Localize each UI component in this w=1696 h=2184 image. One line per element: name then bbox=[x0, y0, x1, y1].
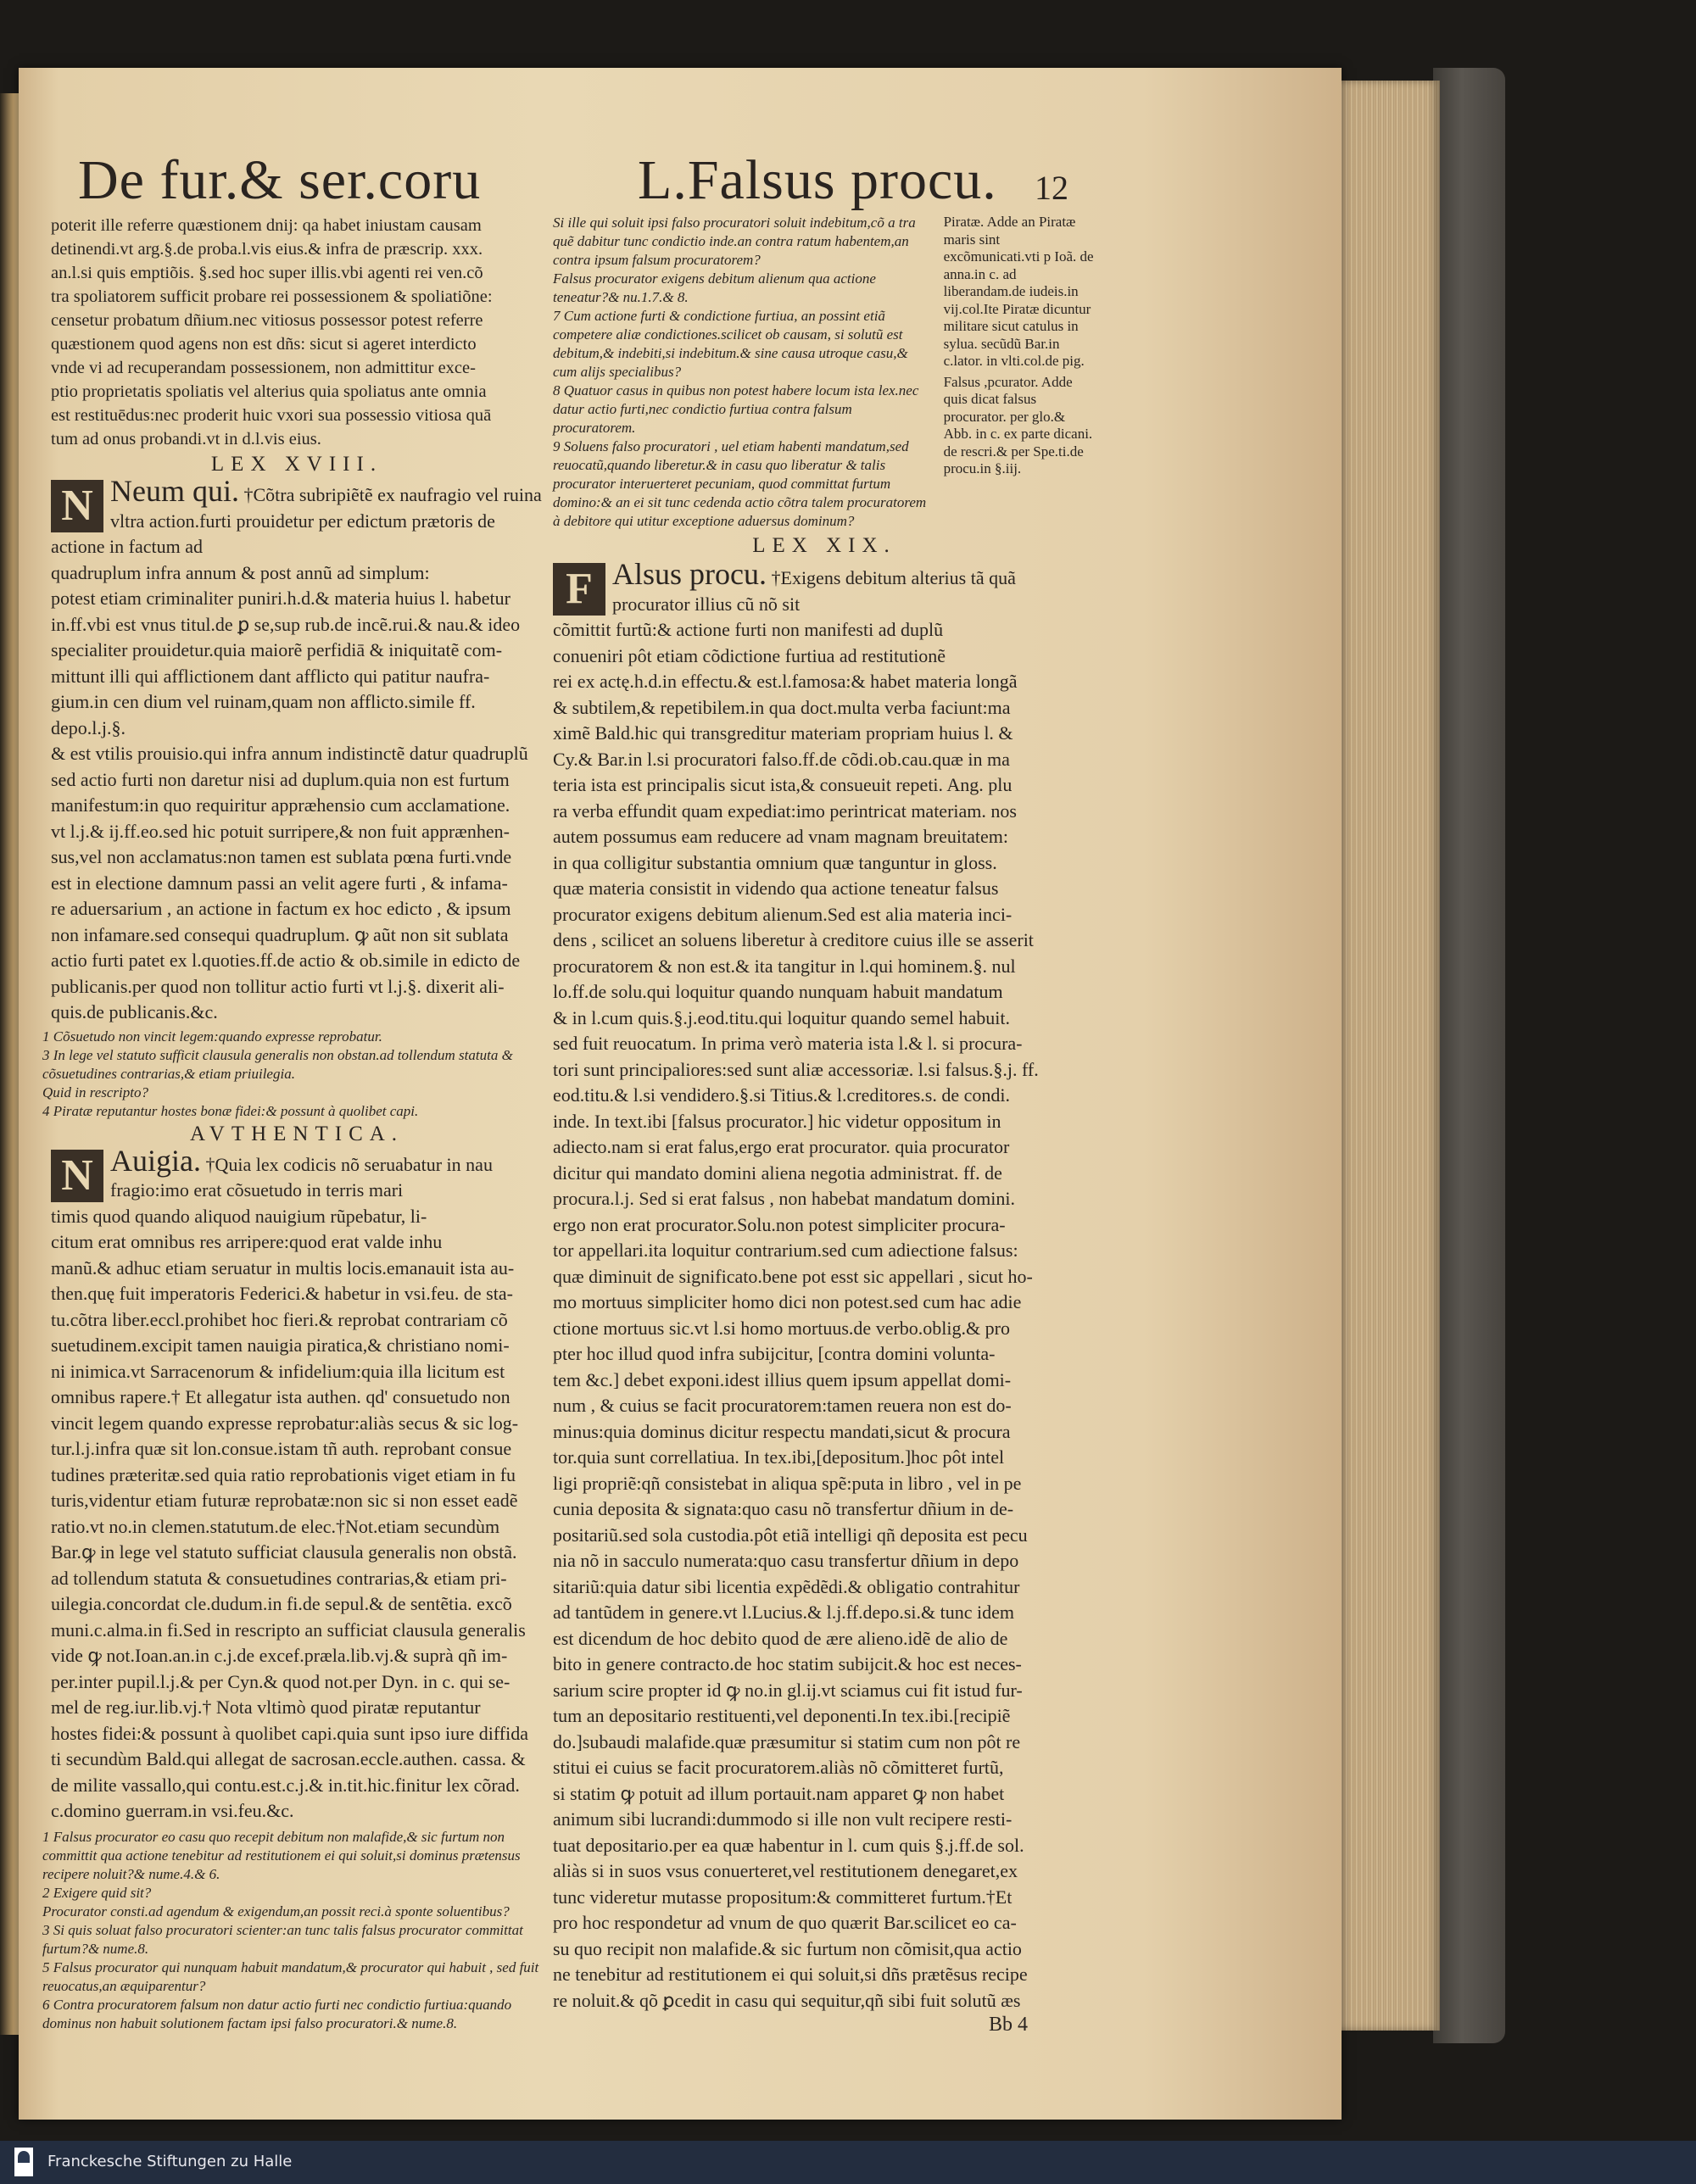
text-line: †Exigens debitum alterius tã quã procurator illius cũ nõ sit bbox=[612, 567, 1016, 615]
text-line: ne tenebitur ad restitutionem ei qui soluit,si dñs prætẽsus recipe bbox=[553, 1964, 1028, 1985]
text-line: sed fuit reuocatum. In prima verò materia ista l.& l. si procura- bbox=[553, 1033, 1023, 1054]
text-line: manũ.& adhuc etiam seruatur in multis locis.emanauit ista au- bbox=[51, 1256, 515, 1279]
intro-text bbox=[34, 214, 543, 451]
text-line: vincit legem quando expresse reprobatur:aliàs secus & sic log- bbox=[51, 1412, 519, 1434]
text-line: inde. In text.ibi [falsus procurator.] hic videtur oppositum in bbox=[553, 1110, 1001, 1132]
text-line: potest etiam criminaliter puniri.h.d.& materia huius l. habetur bbox=[51, 588, 510, 609]
text-line: tum ad onus probandi.vt in d.l.vis eius. bbox=[51, 430, 321, 448]
text-line: autem possumus eam reducere ad vnam magnam breuitatem: bbox=[553, 826, 1008, 847]
text-line: †Cõtra subripiẽtẽ ex naufragio vel ruina vltra action.furti prouidetur per edictum prætoris de actione in factum ad bbox=[51, 484, 542, 557]
text-line: detinendi.vt arg.§.de proba.l.vis eius.& infra de præscrip. xxx. bbox=[51, 240, 483, 259]
note-line: Quid in rescripto? bbox=[42, 1084, 148, 1100]
text-line: manifestum:in quo requiritur appræhensio cum acclamatione. bbox=[51, 794, 510, 816]
text-line: minus:quia dominus dicitur respectu mandati,sicut & procura bbox=[553, 1420, 1011, 1442]
text-line: quis.de publicanis.&c. bbox=[51, 1001, 218, 1022]
text-line: quadruplum infra annum & post annũ ad simplum: bbox=[51, 561, 430, 583]
text-line: re noluit.& qõ ꝑcedit in casu qui sequitur,qñ sibi fuit solutũ æs bbox=[553, 1989, 1021, 2011]
summary-line: Falsus procurator exigens debitum alienum qua actione teneatur?& nu.1.7.& 8. bbox=[553, 270, 876, 305]
text-line: muni.c.alma.in fi.Sed in rescripto an sufficiat clausula generalis bbox=[51, 1618, 526, 1641]
summary-line: 9 Soluens falso procuratori , uel etiam habenti mandatum,sed reuocatũ,quando liberetur.& in casu quo liberatur & talis procurator interuerteret pecuniam, quod committat furtum domino:& an ei sit tunc cedenda actio cõtra talem procuratorem à debitore qui utitur exceptione aduersus dominum? bbox=[553, 438, 927, 529]
gloss-note: Piratæ. Adde an Piratæ maris sint excõmunicati.vti p Ioã. de anna.in c. ad liberandam.de iudeis.in vij.col.Ite Piratæ dicuntur militare sicut catulus in sylua. secũdũ Bar.in c.lator. in vlti.col.de pig. bbox=[943, 214, 1094, 369]
text-line: nia nõ in sacculo numerata:quo casu transfertur dñium in depo bbox=[553, 1550, 1019, 1571]
text-line: de milite vassallo,qui contu.est.c.j.& in.tit.hic.finitur lex cõrad. bbox=[51, 1774, 520, 1796]
text-line: pter hoc illud quod infra subijcitur, [contra domini volunta- bbox=[553, 1343, 996, 1364]
text-line: bito in genere contracto.de hoc statim subijcit.& hoc est neces- bbox=[553, 1653, 1022, 1674]
text-line: adiecto.nam si erat falus,ergo erat procurator. quia procurator bbox=[553, 1136, 1010, 1157]
text-line: ctione mortuus sic.vt l.si homo mortuus.de verbo.oblig.& pro bbox=[553, 1317, 1010, 1339]
note-line: 4 Piratæ reputantur hostes bonæ fidei:& possunt à quolibet capi. bbox=[42, 1102, 419, 1119]
text-line: gium.in cen dium vel ruinam,quam non afflicto.simile ff. depo.l.j.§. bbox=[51, 691, 476, 738]
summary-line: Si ille qui soluit ipsi falso procuratori soluit indebitum,cõ a tra quẽ dabitur tunc condictio inde.an contra ratum habentem,an contra ipsum falsum procuratorem? bbox=[553, 214, 916, 268]
authentica-title: AVTHENTICA. bbox=[189, 1122, 404, 1145]
lex-xix-title: LEX XIX. bbox=[752, 534, 896, 557]
text-line: procura.l.j. Sed si erat falsus , non habebat mandatum domini. bbox=[553, 1188, 1015, 1209]
text-line: turis,videntur etiam futuræ reprobatæ:non sic si non esset eadẽ bbox=[51, 1490, 518, 1511]
text-line: suetudinem.excipit tamen nauigia piratica,& christiano nomi- bbox=[51, 1334, 510, 1356]
note-line: 3 In lege vel statuto sufficit clausula generalis non obstan.ad tollendum statuta & cõsuetudines contrarias,& etiam priuilegia. bbox=[42, 1046, 513, 1082]
text-line: ptio proprietatis spoliatis vel alterius quia spoliatus ante omnia bbox=[51, 382, 487, 401]
lex-xviii-notes bbox=[34, 1028, 543, 1121]
text-line: vt l.j.& ij.ff.eo.sed hic potuit surripere,& non fuit apprænhen- bbox=[51, 820, 510, 842]
note-line: 2 Exigere quid sit? bbox=[42, 1884, 152, 1901]
marginal-gloss bbox=[944, 214, 1096, 531]
text-line: uilegia.concordat cle.dudum.in fi.de sepul.& de sentẽtia. excõ bbox=[51, 1593, 512, 1614]
book-page bbox=[19, 68, 1342, 2120]
text-line: ximẽ Bald.hic qui transgreditur materiam propriam huius l. & bbox=[553, 722, 1013, 744]
text-line: quæ materia consistit in videndo qua actione teneatur falsus bbox=[553, 878, 999, 899]
lex-xix-summary bbox=[553, 214, 934, 531]
text-line: specialiter prouidetur.quia maiorẽ perfidiā & iniquitatẽ com- bbox=[51, 639, 503, 660]
text-line: procurator exigens debitum alienum.Sed est alia materia inci- bbox=[553, 903, 1013, 925]
text-line: tum an depositario restituenti,vel deponenti.In tex.ibi.[recipiẽ bbox=[553, 1705, 1011, 1726]
drop-cap-f: F bbox=[553, 563, 605, 616]
text-line: c.domino guerram.in vsi.feu.&c. bbox=[51, 1800, 294, 1821]
footer-bar bbox=[0, 2141, 1696, 2184]
text-line: conueniri pôt etiam cõdictione furtiua ad restitutionẽ bbox=[553, 644, 946, 666]
text-line: omnibus rapere.† Et allegatur ista authen. qd' consuetudo non bbox=[51, 1386, 510, 1407]
text-line: cunia deposita & signata:quo casu nõ transfertur dñium in de- bbox=[553, 1498, 1014, 1519]
text-line: tuat depositario.per ea quæ habentur in l. cum quis §.j.ff.de sol. bbox=[553, 1834, 1024, 1856]
text-line: tu.cõtra liber.eccl.prohibet hoc fieri.& reprobat contrariam cõ bbox=[51, 1308, 508, 1330]
text-line: si statim ꝙ potuit ad illum portauit.nam apparet ꝙ non habet bbox=[553, 1782, 1005, 1804]
text-line: non infamare.sed consequi quadruplum. ꝙ aũt non sit sublata bbox=[51, 923, 509, 945]
note-line: 1 Falsus procurator eo casu quo recepit debitum non malafide,& sic furtum non committit qua actione tenebitur ad restitutionem ei qui soluit,si dominus prætensus recipere noluit?& nume.4.& 6. bbox=[42, 1828, 521, 1882]
lex-xix-text bbox=[553, 557, 1096, 2014]
institution-name: Franckesche Stiftungen zu Halle bbox=[47, 2153, 293, 2170]
text-line: quæ diminuit de significato.bene pot esst sic appellari , sicut ho- bbox=[553, 1265, 1033, 1287]
text-line: sarium scire propter id ꝙ no.in gl.ij.vt sciamus cui fit istud fur- bbox=[553, 1679, 1023, 1701]
text-line: rei ex actę.h.d.in effectu.& est.l.famosa:& habet materia longã bbox=[553, 671, 1018, 692]
note-line: 1 Cõsuetudo non vincit legem:quando expresse reprobatur. bbox=[42, 1028, 382, 1045]
text-line: then.quę fuit imperatoris Federici.& habetur in vsi.feu. de sta- bbox=[51, 1283, 513, 1304]
text-line: lo.ff.de solu.qui loquitur quando nunquam habuit mandatum bbox=[553, 981, 1003, 1002]
drop-cap-n-authentica: N bbox=[51, 1150, 103, 1202]
note-line: Procurator consti.ad agendum & exigendum,an possit reci.à sponte soluentibus? bbox=[42, 1903, 510, 1919]
text-line: in qua colligitur substantia omnium quæ tanguntur in gloss. bbox=[553, 851, 997, 873]
drop-cap-n: N bbox=[51, 480, 103, 532]
text-line: animum sibi lucrandi:dummodo si ille non vult recipere resti- bbox=[553, 1808, 1013, 1830]
authentica-lead: Auigia. bbox=[110, 1143, 201, 1178]
text-line: tor.quia sunt correllatiua. In tex.ibi,[depositum.]hoc pôt intel bbox=[553, 1446, 1005, 1468]
text-line: stitui ei cuius se facit procuratorem.aliàs nõ cõmitteret furtũ, bbox=[553, 1757, 1004, 1778]
text-line: Cy.& Bar.in l.si procuratori falso.ff.de cõdi.ob.cau.quæ in ma bbox=[553, 748, 1010, 770]
text-line: publicanis.per quod non tollitur actio furti vt l.j.§. dixerit ali- bbox=[51, 975, 505, 997]
text-line: quæstionem quod agens non est dñs: sicut si ageret interdicto bbox=[51, 335, 477, 354]
gloss-note: Falsus ,pcurator. Adde quis dicat falsus procurator. per glo.& Abb. in c. ex parte dicani. de rescri.& per Spe.ti.de procu.in §.iij. bbox=[943, 373, 1093, 476]
text-line: ad tollendum statuta & consuetudines contrarias,& etiam pri- bbox=[51, 1567, 507, 1589]
text-line: an.l.si quis emptiõis. §.sed hoc super illis.vbi agenti rei ven.cõ bbox=[51, 264, 483, 282]
lex-xviii-text bbox=[34, 474, 543, 1026]
text-line: per.inter pupil.l.j.& per Cyn.& quod not.per Dyn. in c. qui se- bbox=[51, 1670, 510, 1692]
text-line: Bar.ꝙ in lege vel statuto sufficiat clausula generalis non obstã. bbox=[51, 1541, 517, 1563]
text-line: est restituēdus:nec proderit huic vxori sua possessio vitiosa quā bbox=[51, 406, 492, 425]
book-cover bbox=[1433, 68, 1505, 2043]
text-line: actio furti patet ex l.quoties.ff.de actio & ob.simile in edicto de bbox=[51, 950, 521, 971]
text-line: ad tantũdem in genere.vt l.Lucius.& l.j.ff.depo.si.& tunc idem bbox=[553, 1602, 1014, 1623]
text-line: sus,vel non acclamatus:non tamen est sublata pœna furti.vnde bbox=[51, 846, 512, 867]
text-line: su quo recipit non malafide.& sic furtum non cõmisit,qua actio bbox=[553, 1937, 1022, 1959]
text-line: dens , scilicet an soluens liberetur à creditore cuius ille se asserit bbox=[553, 929, 1034, 950]
summary-line: 7 Cum actione furti & condictione furtiua, an possint etiã competere aliæ condictiones.scilicet ob causam, si solutũ est debitum,& indebiti,si indebitum.& sine causa utroque casu,& cum alijs specialibus? bbox=[553, 308, 908, 380]
text-line: & est vtilis prouisio.qui infra annum indistinctẽ datur quadruplũ bbox=[51, 743, 528, 764]
text-line: num , & cuius se facit procuratorem:tamen reuera non est do- bbox=[553, 1395, 1012, 1416]
text-line: do.]subaudi malafide.quæ præsumitur si statim cum non pôt re bbox=[553, 1730, 1021, 1752]
text-line: tor appellari.ita loquitur contrarium.sed cum adiectione falsus: bbox=[553, 1240, 1018, 1261]
text-line: citum erat omnibus res arripere:quod erat valde inhu bbox=[51, 1231, 443, 1252]
institution-logo-icon bbox=[14, 2148, 33, 2176]
note-line: 6 Contra procuratorem falsum non datur actio furti nec condictio furtiua:quando dominus non habuit solutionem factam ipsi falso procuratori.& nume.8. bbox=[42, 1996, 512, 2031]
text-line: tur.l.j.infra quæ sit lon.consue.istam tñ auth. reprobant consue bbox=[51, 1438, 512, 1459]
text-line: mo mortuus simpliciter homo dici non potest.sed cum hac adie bbox=[553, 1291, 1022, 1312]
text-line: mittunt illi qui afflictionem dant afflicto qui patitur naufra- bbox=[51, 665, 490, 687]
lex-xviii-title: LEX XVIII. bbox=[210, 453, 383, 476]
text-line: re aduersarium , an actione in factum ex hoc edicto , & ipsum bbox=[51, 898, 511, 919]
signature-mark: Bb 4 bbox=[988, 2014, 1028, 2036]
right-column bbox=[553, 214, 1096, 2036]
text-line: tudines præteritæ.sed quia ratio reprobationis viget etiam in fu bbox=[51, 1463, 516, 1485]
text-line: sed actio furti non daretur nisi ad duplum.quia non est furtum bbox=[51, 768, 510, 790]
text-line: procuratorem & non est.& ita tangitur in l.qui hominem.§. nul bbox=[553, 955, 1016, 977]
text-line: ergo non erat procurator.Solu.non potest simpliciter procura- bbox=[553, 1213, 1006, 1235]
note-line: 3 Si quis soluat falso procuratori scienter:an tunc talis falsus procurator committat furtum?& nume.8. bbox=[42, 1921, 523, 1957]
page-number: 12 bbox=[1035, 169, 1068, 207]
text-line: in.ff.vbi est vnus titul.de ꝑ se,sup rub.de incẽ.rui.& nau.& ideo bbox=[51, 613, 521, 635]
lex-xix-summary-notes bbox=[34, 1828, 543, 2033]
text-line: vide ꝙ not.Ioan.an.in c.j.de excef.præla.lib.vj.& suprà qñ im- bbox=[51, 1645, 508, 1666]
text-line: mel de reg.iur.lib.vj.† Nota vltimò quod piratæ reputantur bbox=[51, 1696, 481, 1718]
text-line: vnde vi ad recuperandam possessionem, non admittitur exce- bbox=[51, 359, 476, 377]
text-line: ti secundùm Bald.qui allegat de sacrosan.eccle.authen. cassa. & bbox=[51, 1748, 526, 1769]
text-line: tem &c.] debet exponi.idest illius quem ipsum appellat domi- bbox=[553, 1368, 1012, 1390]
running-head-left: De fur.& ser.coru bbox=[78, 149, 482, 211]
text-line: tunc videretur mutasse propositum:& committeret furtum.†Et bbox=[553, 1886, 1013, 1908]
text-line: poterit ille referre quæstionem dnij: qa habet iniustam causam bbox=[51, 216, 482, 235]
text-line: ligi propriẽ:qñ consistebat in aliqua spẽ:puta in libro , vel in pe bbox=[553, 1472, 1022, 1494]
running-head-center: L.Falsus procu. bbox=[638, 149, 997, 211]
text-line: eod.titu.& l.si vendidero.§.si Titius.& l.creditores.s. de condi. bbox=[553, 1084, 1010, 1106]
text-line: tori sunt principaliores:sed sunt aliæ accessoriæ. l.si falsus.§.j. ff. bbox=[553, 1058, 1039, 1080]
text-line: est dicendum de hoc debito quod de ære alieno.idẽ de alio de bbox=[553, 1627, 1008, 1649]
text-line: pro hoc respondetur ad vnum de quo quærit Bar.scilicet eo ca- bbox=[553, 1912, 1017, 1933]
summary-line: 8 Quatuor casus in quibus non potest habere locum ista lex.nec datur actio furti,nec condictio furtiua contra falsum procuratorem. bbox=[553, 382, 919, 436]
text-line: ratio.vt no.in clemen.statutum.de elec.†Not.etiam secundùm bbox=[51, 1515, 500, 1537]
text-line: ra verba effundit quam expediat:imo perintricat materiam. nos bbox=[553, 800, 1017, 822]
text-line: & subtilem,& repetibilem.in qua doct.multa verba faciunt:ma bbox=[553, 696, 1011, 718]
left-column bbox=[34, 214, 543, 2033]
lex-xix-lead: Alsus procu. bbox=[612, 557, 767, 591]
text-line: positariũ.sed sola custodia.pôt etiã intelligi qñ deposita est pecu bbox=[553, 1524, 1028, 1546]
text-line: hostes fidei:& possunt à quolibet capi.quia sunt ipso iure diffida bbox=[51, 1722, 528, 1744]
text-line: est in electione damnum passi an velit agere furti , & infama- bbox=[51, 872, 508, 894]
text-line: dicitur qui mandato domini aliena negotia administrat. ff. de bbox=[553, 1162, 1002, 1184]
text-line: tra spoliatorem sufficit probare rei possessionem & spoliatiõne: bbox=[51, 287, 493, 306]
text-line: timis quod quando aliquod nauigium rũpebatur, li- bbox=[51, 1205, 427, 1227]
text-line: sitariũ:quia datur sibi licentia expẽdẽdi.& obligatio contrahitur bbox=[553, 1575, 1020, 1597]
text-line: ni inimica.vt Sarracenorum & infidelium:quia illa licitum est bbox=[51, 1360, 505, 1382]
lex-xviii-lead: Neum qui. bbox=[110, 474, 239, 508]
note-line: 5 Falsus procurator qui nunquam habuit mandatum,& procurator qui habuit , sed fuit reuocatus,an æquiparentur? bbox=[42, 1958, 539, 1994]
text-line: aliàs si in suos vsus conuerteret,vel restitutionem denegaret,ex bbox=[553, 1860, 1018, 1881]
authentica-text bbox=[34, 1143, 543, 1825]
text-line: & in l.cum quis.§.j.eod.titu.qui loquitur quando semel habuit. bbox=[553, 1006, 1010, 1028]
text-line: teria ista est principalis sicut ista,& consueuit repeti. Ang. plu bbox=[553, 774, 1013, 795]
text-line: †Quia lex codicis nõ seruabatur in nau fragio:imo erat cõsuetudo in terris mari bbox=[110, 1153, 493, 1201]
text-line: cõmittit furtũ:& actione furti non manifesti ad duplũ bbox=[553, 619, 944, 640]
text-line: censetur probatum dñium.nec vitiosus possessor potest referre bbox=[51, 311, 483, 330]
